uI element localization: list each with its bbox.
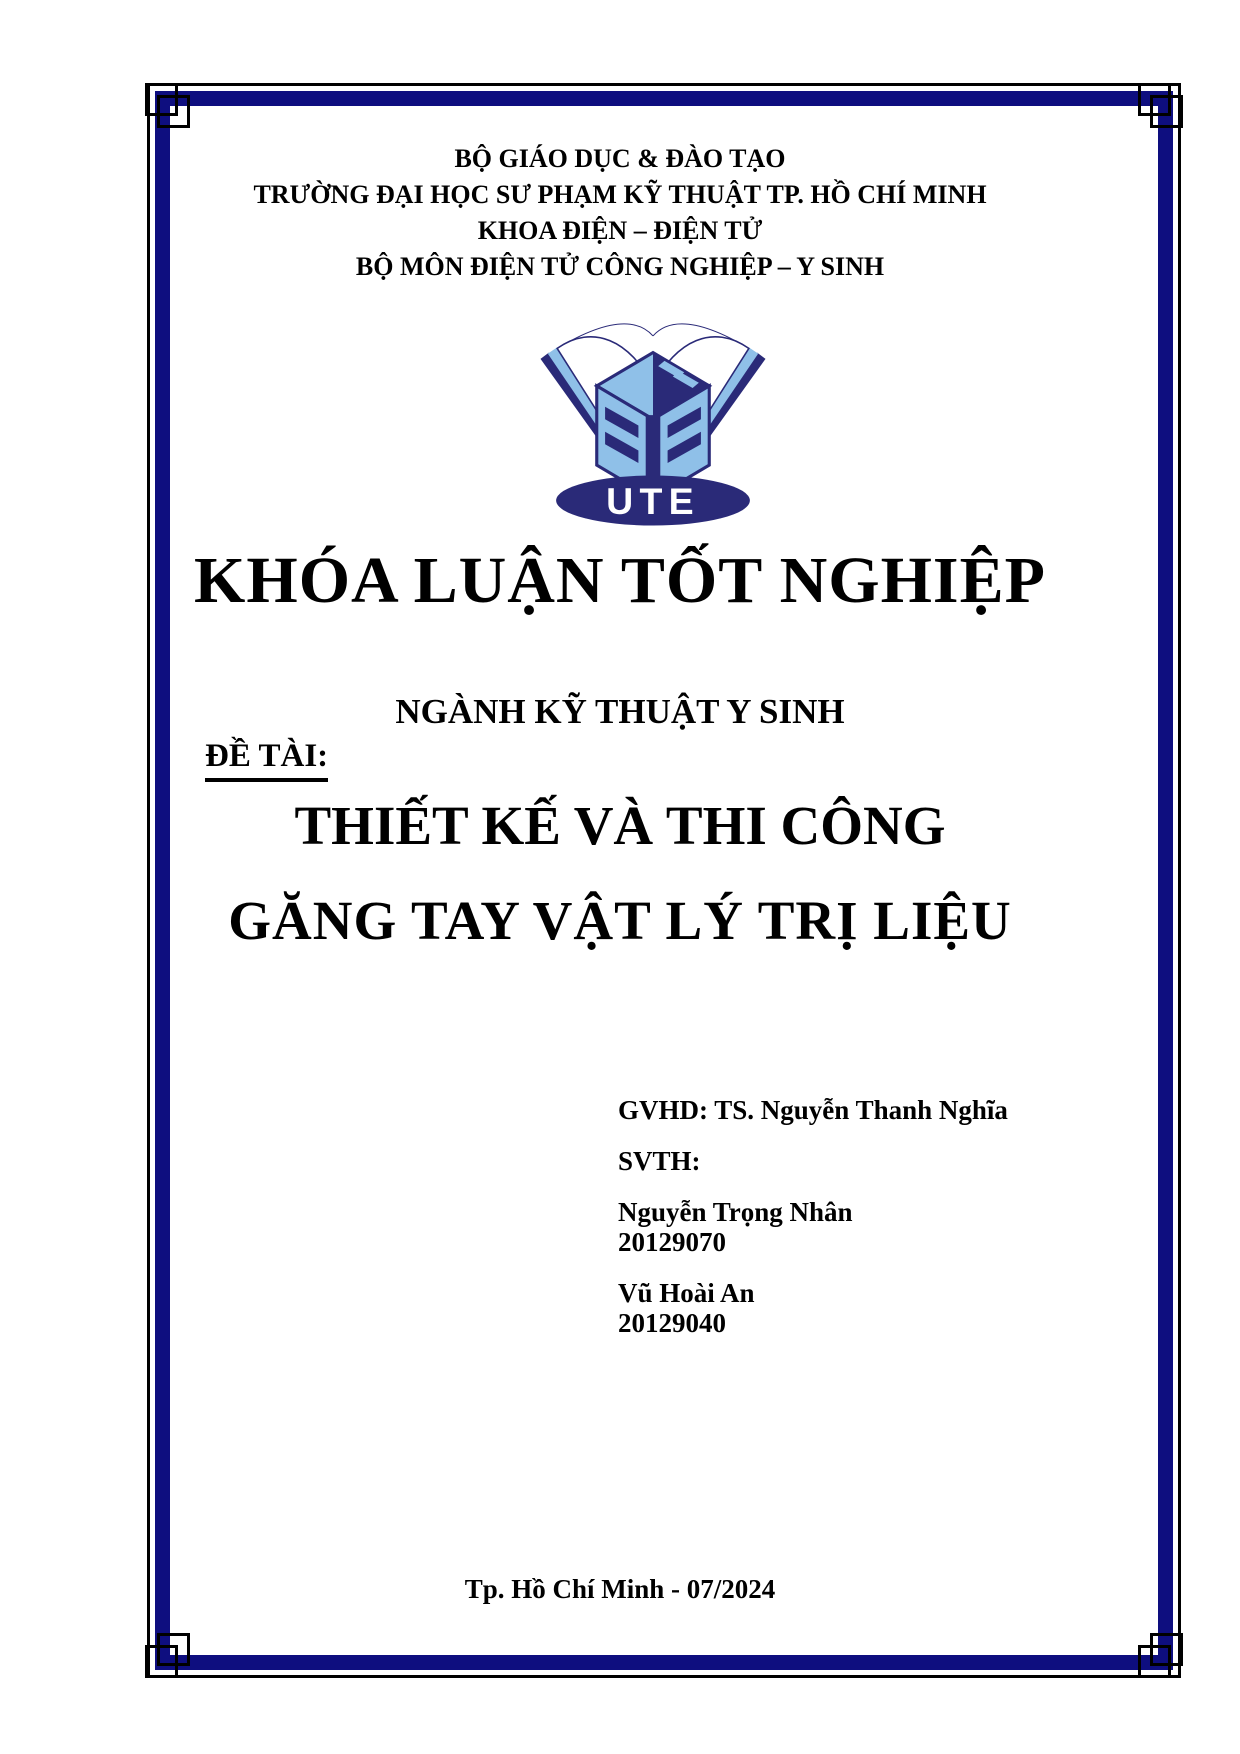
student-id: 20129040 xyxy=(618,1308,726,1338)
student-name: Nguyễn Trọng Nhân xyxy=(618,1197,853,1227)
advisor-label: GVHD: xyxy=(618,1095,708,1125)
advisor-row xyxy=(618,1095,1068,1125)
student-id: 20129070 xyxy=(618,1227,726,1257)
topic-label xyxy=(205,738,328,782)
student-row xyxy=(618,1197,1068,1257)
topic-title-line-1: THIẾT KẾ VÀ THI CÔNG xyxy=(294,795,946,856)
main-title: KHÓA LUẬN TỐT NGHIỆP xyxy=(194,544,1046,617)
corner-ornament-bottom-left-b xyxy=(157,1633,190,1666)
corner-ornament-bottom-right-b xyxy=(1150,1633,1183,1666)
department-line: BỘ MÔN ĐIỆN TỬ CÔNG NGHIỆP – Y SINH xyxy=(355,252,885,281)
advisor-name: TS. Nguyễn Thanh Nghĩa xyxy=(714,1095,1008,1125)
place-date-line: Tp. Hồ Chí Minh - 07/2024 xyxy=(464,1574,776,1604)
institution-header xyxy=(170,141,1070,285)
university-line: TRƯỜNG ĐẠI HỌC SƯ PHẠM KỸ THUẬT TP. HỒ CHÍ MINH xyxy=(253,180,987,209)
ute-logo-graphic xyxy=(528,294,778,532)
student-name: Vũ Hoài An xyxy=(618,1278,755,1308)
student-row xyxy=(618,1278,1068,1338)
people-block xyxy=(618,1095,1068,1359)
topic-label-text: ĐỀ TÀI: xyxy=(205,738,328,782)
ute-badge-text: UTE xyxy=(606,480,700,523)
major-line: NGÀNH KỸ THUẬT Y SINH xyxy=(395,692,845,731)
faculty-line: KHOA ĐIỆN – ĐIỆN TỬ xyxy=(477,216,763,245)
students-label: SVTH: xyxy=(618,1146,701,1176)
ministry-line: BỘ GIÁO DỤC & ĐÀO TẠO xyxy=(454,144,786,173)
corner-ornament-top-right-b xyxy=(1150,95,1183,128)
topic-title-line-2: GĂNG TAY VẬT LÝ TRỊ LIỆU xyxy=(228,890,1012,951)
students-label-row xyxy=(618,1146,1068,1176)
ute-logo xyxy=(528,294,778,532)
corner-ornament-top-left-b xyxy=(157,95,190,128)
